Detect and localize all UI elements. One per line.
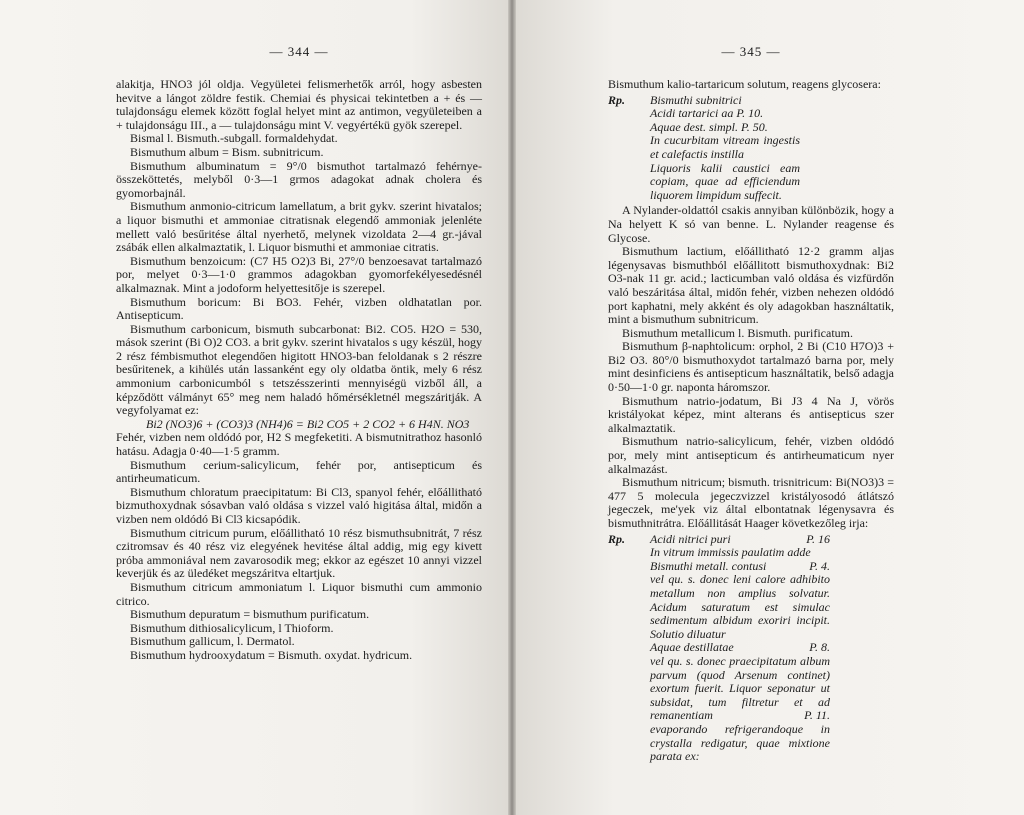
right-page-text: [608, 78, 894, 764]
left-page-text: [116, 78, 482, 663]
entry-boricum: Bismuthum boricum: Bi BO3. Fehér, vizben oldhatatlan por. Antisepticum.: [116, 294, 482, 323]
entry-lactium: Bismuthum lactium, előállitható 12·2 gramm aljas légenysavas bismuthból előállitott bismuthoxydnak: Bi2 O3-nak 11 gr. acid.; lacticumban való oldása és vizfürdőn való beszáritása által, midőn fehér, vizben nehezen oldódó port kaphatni, mely akként és oly adagokban használtatik, mint a bismuthum subnitricum.: [608, 244, 894, 327]
entry-metallicum: Bismuthum metallicum l. Bismuth. purificatum.: [622, 325, 853, 340]
entry-bismal: Bismal l. Bismuth.-subgall. formaldehydat.: [130, 131, 338, 146]
paragraph: alakitja, HNO3 jól oldja. Vegyületei felismerhetők arról, hogy asbesten hevitve a lángot zöldre festik. Chemiai és physicai tekintetben a + és — tulajdonságu elemek között foglal helyet mint az antimon, vegyületeiben a + tulajdonságu III., a — tulajdonságu mint V. vegyértékü gyök szerepel.: [116, 77, 482, 132]
chemical-equation: Bi2 (NO3)6 + (CO3)3 (NH4)6 = Bi2 CO5 + 2 CO2 + 6 H4N. NO3: [146, 416, 470, 431]
rx-body: Bismuthi subnitrici Acidi tartarici aa P. 10. Aquae dest. simpl. P. 50. In cucurbitam vitream ingestis et calefactis instilla Liquoris kalii caustici eam copiam, quae ad efficiendum liquorem limpidum suffecit.: [650, 92, 800, 202]
entry-album: Bismuthum album = Bism. subnitricum.: [130, 144, 324, 159]
entry-citricum-ammoniatum: Bismuthum citricum ammoniatum l. Liquor bismuthi cum ammonio citrico.: [116, 579, 482, 608]
entry-cerium-salicylicum: Bismuthum cerium-salicylicum, fehér por, antisepticum és antirheumaticum.: [116, 457, 482, 486]
entry-kalio-tartaricum: Bismuthum kalio-tartaricum solutum, reagens glycosera:: [608, 77, 881, 91]
rx-label: Rp.: [608, 92, 626, 107]
rx-label: Rp.: [608, 531, 626, 546]
entry-benzoicum: Bismuthum benzoicum: (C7 H5 O2)3 Bi, 27°/0 benzoesavat tartalmazó por, melyet 0·3—1·0 grammos adagokban gyomorfekélyesedésnél alkalmaznak. Mint a jodoform helyettesitője is szerepel.: [116, 253, 482, 295]
paragraph: Fehér, vizben nem oldódó por, H2 S megfeketiti. A bismutnitrathoz hasonló hatásu. Adagja 0·40—1·5 gramm.: [116, 430, 482, 459]
right-page: [512, 0, 1024, 815]
rx-body: Acidi nitrici puri P. 16 In vitrum immissis paulatim adde Bismuthi metall. contusi P. 4. vel qu. s. donec leni calore adhibito metallum non amplius solvatur. Acidum saturatum est simulac sedimentum albidum exoriri incipit. Solutio diluatur Aquae destillatae P. 8. vel qu. s. donec praecipitatum album parvum (quod Arsenum continet) exortum fuerit. Liquor seponatur ut subsidat, tum filtretur et ad remanentiam P. 11. evaporando refrigerandoque in crystalla redigatur, quae mixtione parata ex:: [650, 531, 830, 764]
entry-depuratum: Bismuthum depuratum = bismuthum purificatum.: [130, 607, 370, 622]
entry-albuminatum: Bismuthum albuminatum = 9°/0 bismuthot tartalmazó fehérnye-összeköttetés, melyből 0·3—1 grmos adagokat adnak cholera és gyomorbajnál.: [116, 158, 482, 200]
entry-hydrooxydatum: Bismuthum hydrooxydatum = Bismuth. oxydat. hydricum.: [130, 647, 413, 662]
entry-naphtolicum: Bismuthum β-naphtolicum: orphol, 2 Bi (C10 H7O)3 + Bi2 O3. 80°/0 bismuthoxydot tartalmazó barna por, mely mint desinficiens és antisepticum használtatik, belső adagja 0·50—1·0 gr. naponta háromszor.: [608, 339, 894, 395]
page-number-right: — 345 —: [721, 44, 781, 59]
entry-citricum-purum: Bismuthum citricum purum, előállitható 10 rész bismuthsubnitrát, 7 rész czitromsav és 40 rész viz elegyének hevitése által addig, mig egy kivett próba ammoniával nem zavarosodik meg; ekkor az egészet 10 annyi vizzel keverjük és az üledéket megszáritva eltartjuk.: [116, 525, 482, 581]
paragraph: A Nylander-oldattól csakis annyiban különbözik, hogy a Na helyett K só van benne. L. Nylander reagense és Glycose.: [608, 203, 894, 245]
prescription-block: [608, 533, 894, 764]
entry-nitricum: Bismuthum nitricum; bismuth. trisnitricum: Bi(NO3)3 = 477 5 molecula jegeczvizzel kristályosodó átlátszó jegeczek, me'yek viz által elbontatnak légenysavra és bismuthnitrátra. Előállitását Haager következőleg irja:: [608, 475, 894, 530]
entry-chloratum: Bismuthum chloratum praecipitatum: Bi Cl3, spanyol fehér, előállitható bizmuthoxydnak sósavban való oldása s vizzel való higitása által, midőn a vizben nem oldódó Bi Cl3 kicsapódik.: [116, 484, 482, 526]
entry-gallicum: Bismuthum gallicum, l. Dermatol.: [130, 634, 295, 649]
prescription-block: [608, 94, 894, 203]
entry-carbonicum: Bismuthum carbonicum, bismuth subcarbonat: Bi2. CO5. H2O = 530, mások szerint (Bi O)2 CO3. a brit gykv. szerint hivatalos s ugy készül, hogy 2 rész fémbismuthot elegendően higitott HNO3-ban feloldanak s 2 részre besűritenek, a kihülés után lassanként egy oly oldatba öntik, mely 6 rész ammonium carbonicumból s tetszésszerinti mennyiségü vizből áll, a képződött válmányt 65° meg nem haladó hőmérsékletnél megszáritják. A vegyfolyamat ez:: [116, 321, 482, 418]
book-gutter: [508, 0, 516, 815]
entry-dithiosalicylicum: Bismuthum dithiosalicylicum, l Thioform.: [130, 620, 334, 635]
page-number-left: — 344 —: [269, 44, 329, 59]
entry-natrio-jodatum: Bismuthum natrio-jodatum, Bi J3 4 Na J, vörös kristályokat képez, mint alterans és antisepticus szer alkalmaztatik.: [608, 393, 894, 435]
entry-ammonio-citricum: Bismuthum anmonio-citricum lamellatum, a brit gykv. szerint hivatalos; a liquor bismuthi et ammoniae citratisnak elegendő ammoniak jelenléte mellett való besűritése által nyerhető, melynek vizoldata 2—4 gr.-jával zsábák ellen alkalmaztatik, l. Liquor bismuthi et ammoniae citratis.: [116, 199, 482, 255]
entry-natrio-salicylicum: Bismuthum natrio-salicylicum, fehér, vizben oldódó por, mely mint antisepticum és antirheumaticum nyer alkalmazást.: [608, 434, 894, 476]
